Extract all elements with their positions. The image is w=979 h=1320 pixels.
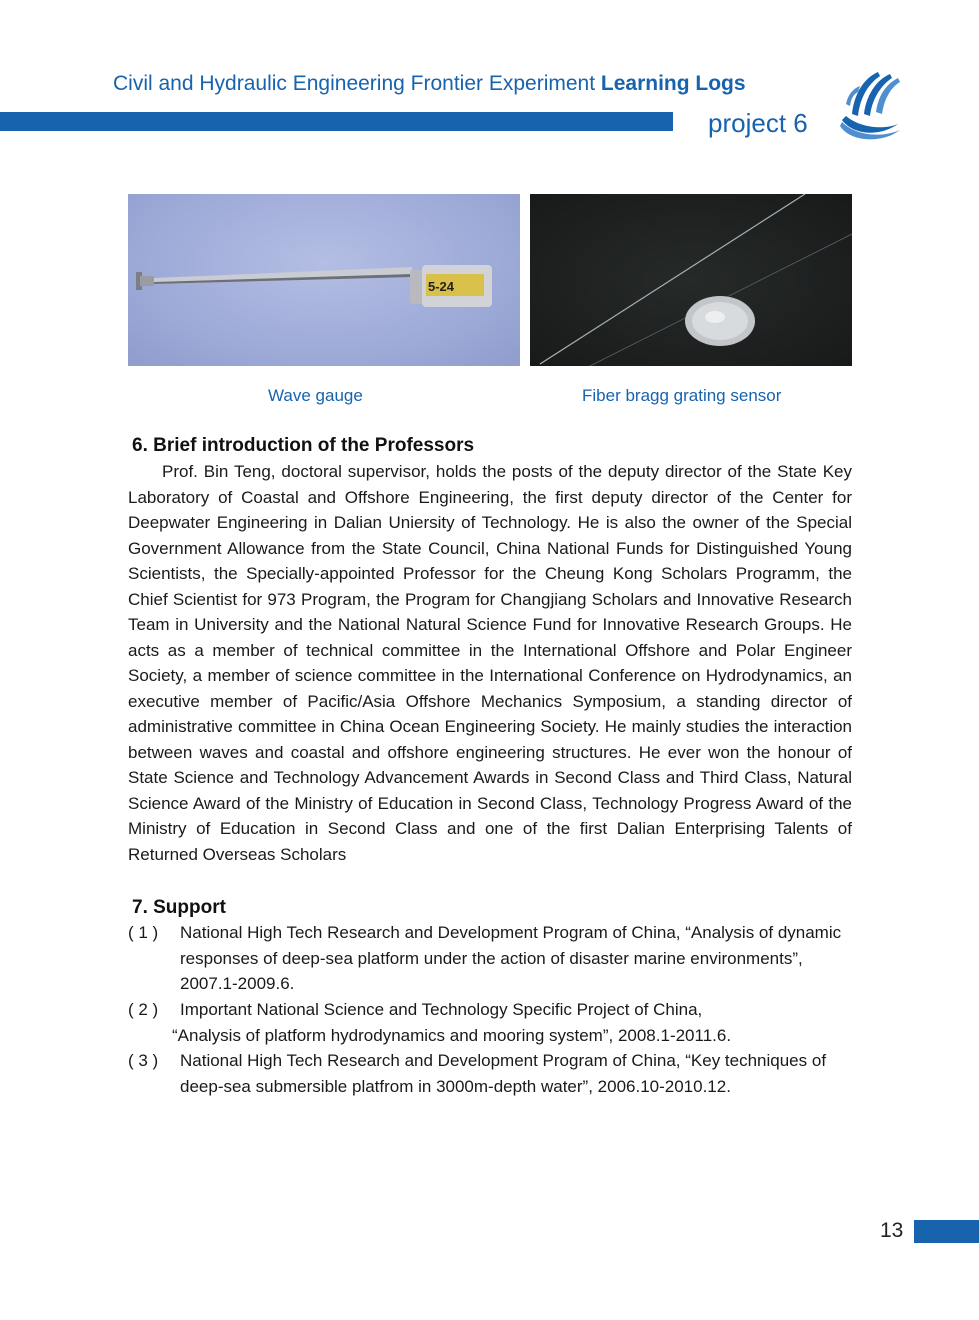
support-item-number: ( 3 ) <box>128 1051 159 1070</box>
section-7-heading: 7. Support <box>132 897 226 918</box>
support-item-text <box>128 997 858 1048</box>
support-item-number: ( 1 ) <box>128 923 159 942</box>
support-item-1 <box>128 920 858 997</box>
support-item-number: ( 2 ) <box>128 1000 159 1019</box>
gauge-label-text: 5-24 <box>428 279 455 294</box>
course-title: Civil and Hydraulic Engineering Frontier Experiment <box>113 72 596 95</box>
running-header <box>113 72 746 96</box>
wave-gauge-photo <box>128 194 520 366</box>
support-item-text: National High Tech Research and Development Program of China, “Analysis of dynamic responses of deep-sea platform under the action of disaster marine environments”, 2007.1-2009.6. <box>180 923 842 993</box>
page-number-bar <box>914 1220 979 1243</box>
support-item-2 <box>128 997 858 1048</box>
support-item-3 <box>128 1048 858 1099</box>
learning-logs-label: Learning Logs <box>600 72 746 95</box>
fbg-sensor-photo <box>530 194 852 366</box>
wave-gauge-caption: Wave gauge <box>268 386 363 405</box>
fbg-sensor-caption: Fiber bragg grating sensor <box>582 386 782 405</box>
support-item-text: National High Tech Research and Development Program of China, “Key techniques of deep-sea submersible platfrom in 3000m-depth water”, 2006.10-2010.12. <box>180 1051 827 1096</box>
support-item-line-1: Important National Science and Technology Specific Project of China, <box>180 1000 703 1019</box>
page-number: 13 <box>880 1219 904 1242</box>
project-label: project 6 <box>708 108 808 138</box>
support-item-line-2: “Analysis of platform hydrodynamics and mooring system”, 2008.1-2011.6. <box>172 1025 732 1045</box>
section-6-heading: 6. Brief introduction of the Professors <box>132 435 475 456</box>
header-bar <box>0 112 673 131</box>
university-logo-icon <box>838 64 904 142</box>
fbg-sensor-illustration <box>530 194 852 366</box>
professor-intro-paragraph: Prof. Bin Teng, doctoral supervisor, holds the posts of the deputy director of the State Key Laboratory of Coastal and Offshore Engineering, the first deputy director of the Center for Deepwater Engineering in Dalian Uniersity of Technology. He is also the owner of the Special Government Allowance from the State Council, China National Funds for Distinguished Young Scientists, the Specially-appointed Professor for the Cheung Kong Scholars Programm, the Chief Scientist for 973 Program, the Program for Changjiang Scholars and Innovative Research Team in University and the National Natural Science Fund for Innovative Research Groups. He acts as a member of technical committee in the International Offshore and Polar Engineer Society, a member of science committee in the International Conference on Hydrodynamics, an executive member of Pacific/Asia Offshore Mechanics Symposium, a standing director of administrative committee in China Ocean Engineering Society. He mainly studies the interaction between waves and coastal and offshore engineering structures. He ever won the honour of State Science and Technology Advancement Awards in Second Class and Third Class, Natural Science Award of the Ministry of Education in Second Class, Technology Progress Award of the Ministry of Education in Second Class and one of the first Dalian Enterprising Talents of Returned Overseas Scholars <box>128 462 852 864</box>
wave-gauge-illustration <box>128 194 520 366</box>
